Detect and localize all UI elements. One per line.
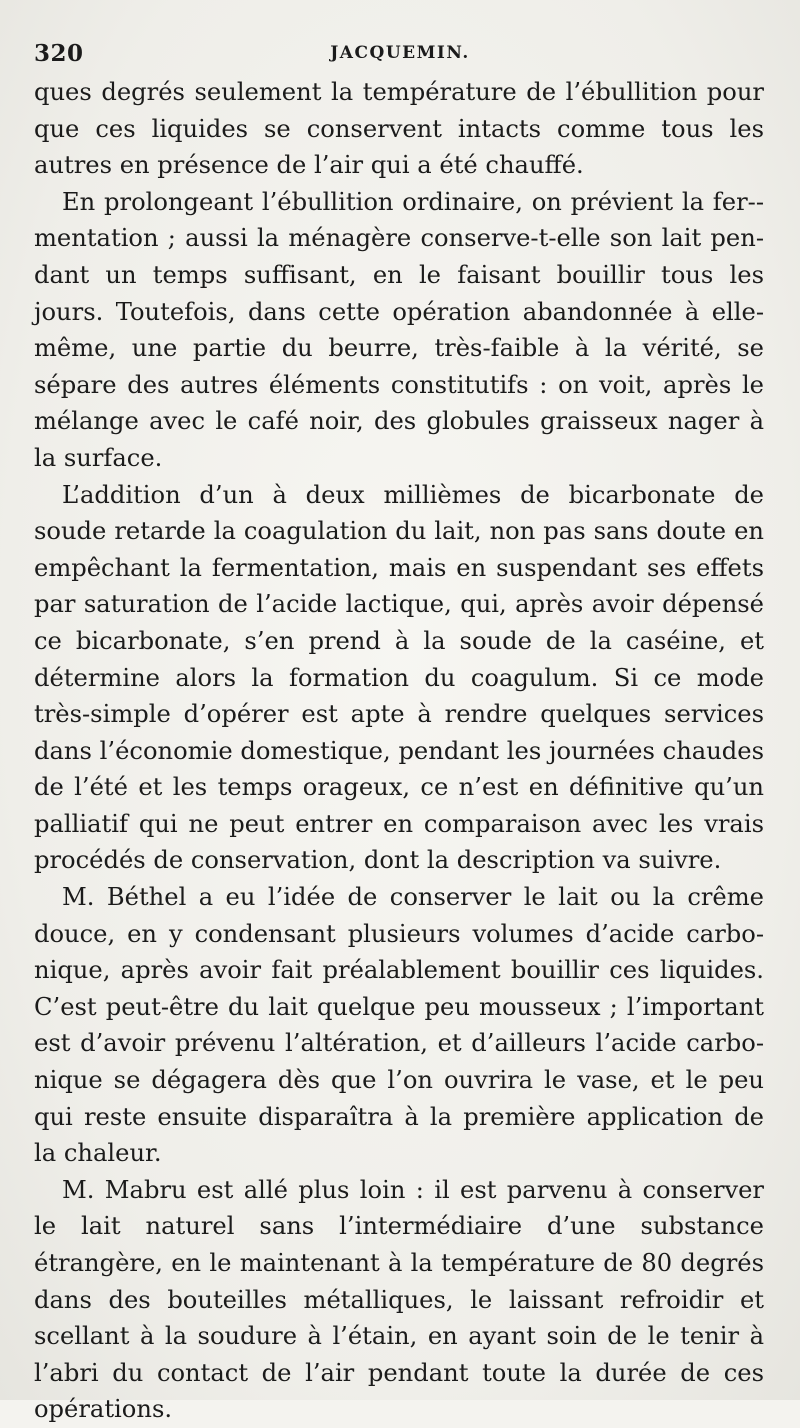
body-text <box>34 74 764 1428</box>
running-head: JACQUEMIN. <box>330 43 470 63</box>
paragraph-5: M. Mabru est allé plus loin : il est parvenu à conserver le lait naturel sans l’intermédiaire d’une substance étrangère, en le maintenant à la température de 80 degrés dans des bouteilles métalliques, le laissant refroidir et scellant à la soudure à l’étain, en ayant soin de le tenir à l’abri du contact de l’air pendant toute la durée de ces opérations. <box>34 1175 764 1424</box>
paragraph-1: ques degrés seulement la température de l’ébullition pour que ces liquides se conservent intacts comme tous les autres en présence de l’air qui a été chauffé. <box>34 78 764 180</box>
page-number: 320 <box>34 40 84 67</box>
paragraph-4: M. Béthel a eu l’idée de conserver le lait ou la crême douce, en y condensant plusieurs volumes d’acide carbonique, après avoir fait préalablement bouillir ces liquides. C’est peut-être du lait quelque peu mousseux ; l’important est d’avoir prévenu l’altération, et d’ailleurs l’acide carbonique se dégagera dès que l’on ouvrira le vase, et le peu qui reste ensuite disparaîtra à la première application de la chaleur. <box>34 883 764 1168</box>
page-header <box>34 40 766 74</box>
paragraph-2: En prolongeant l’ébullition ordinaire, on prévient la fer-mentation ; aussi la ménagère conserve-t-elle son lait pendant un temps suffisant, en le faisant bouillir tous les jours. Toutefois, dans cette opération abandonnée à elle-même, une partie du beurre, très-faible à la vérité, se sépare des autres éléments constitutifs : on voit, après le mélange avec le café noir, des globules graisseux nager à la surface. <box>34 187 764 472</box>
paragraph-3: L’addition d’un à deux millièmes de bicarbonate de soude retarde la coagulation du lait, non pas sans doute en empêchant la fermentation, mais en suspendant ses effets par saturation de l’acide lactique, qui, après avoir dépensé ce bicarbonate, s’en prend à la soude de la caséine, et détermine alors la formation du coagulum. Si ce mode très-simple d’opérer est apte à rendre quelques services dans l’économie domestique, pendant les journées chaudes de l’été et les temps orageux, ce n’est en définitive qu’un palliatif qui ne peut entrer en comparaison avec les vrais procédés de conservation, dont la description va suivre. <box>34 480 764 875</box>
